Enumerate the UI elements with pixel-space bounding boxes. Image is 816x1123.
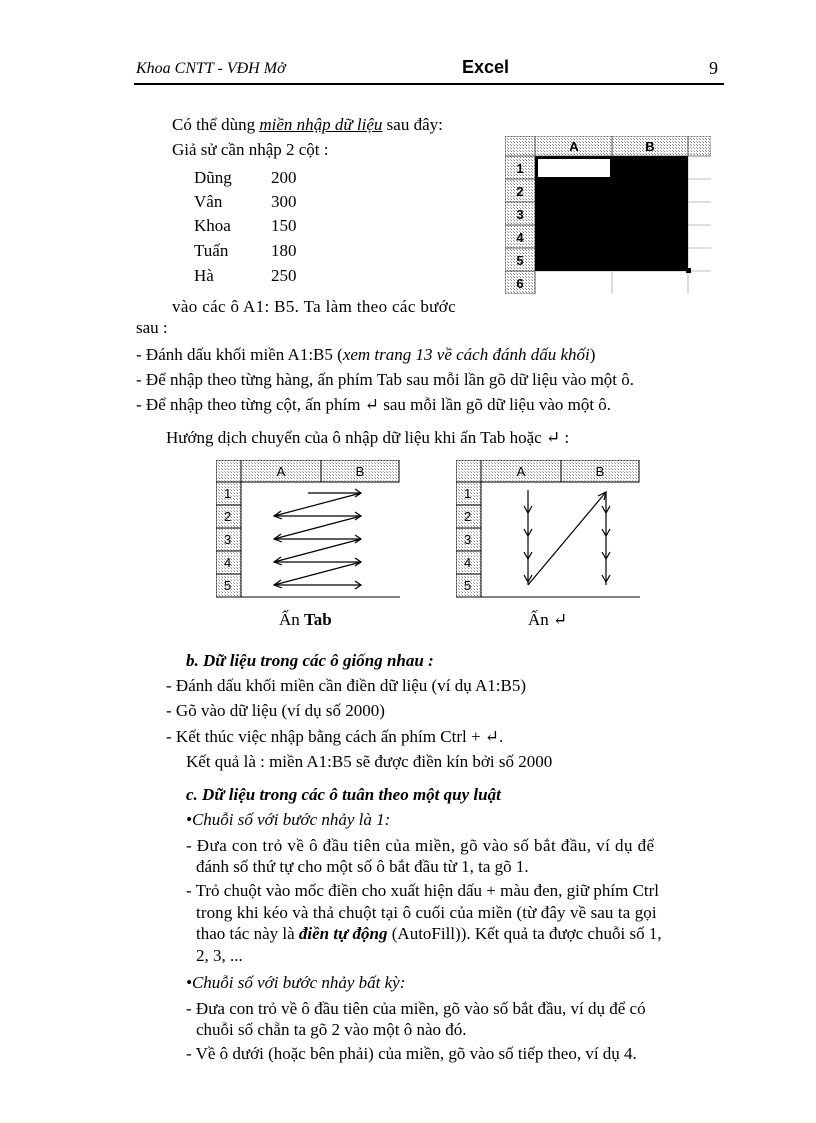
- entry-value: 250: [271, 266, 297, 285]
- step-2: - Để nhập theo từng hàng, ấn phím Tab sau mỗi lần gõ dữ liệu vào một ô.: [136, 370, 635, 389]
- b1-line-2: đánh số thứ tự cho một số ô bắt đầu từ 1, ta gõ 1.: [196, 857, 529, 876]
- header-left: Khoa CNTT - VĐH Mở: [136, 60, 286, 77]
- entry-value: 300: [271, 192, 297, 211]
- b2-line-2: chuỗi số chẵn ta gõ 2 vào một ô nào đó.: [196, 1020, 467, 1039]
- direction-text: Hướng dịch chuyển của ô nhập dữ liệu khi ấn Tab hoặc ↵ :: [166, 428, 570, 447]
- diagram-row-2: 2: [464, 509, 472, 524]
- diagram-row-1: 1: [224, 486, 232, 501]
- diagram-row-4: 4: [224, 555, 232, 570]
- diagram-row-3: 3: [224, 532, 232, 547]
- entry-value: 180: [271, 241, 297, 260]
- section-b-title: b. Dữ liệu trong các ô giống nhau :: [186, 651, 434, 670]
- b1-line-6: 2, 3, ...: [196, 946, 243, 965]
- entry-name: Vân: [194, 192, 223, 211]
- section-b-item-2: - Gõ vào dữ liệu (ví dụ số 2000): [166, 701, 385, 720]
- diagram-row-4: 4: [464, 555, 472, 570]
- b1-line-4: trong khi kéo và thả chuột tại ô cuối của miền (từ đây về sau ta gọi: [196, 903, 657, 922]
- diagram-col-a: A: [516, 464, 526, 479]
- section-b-item-3: - Kết thúc việc nhập bằng cách ấn phím Ctrl + ↵.: [166, 727, 504, 746]
- column-header-bar: [505, 136, 711, 156]
- corner-cell: [505, 136, 535, 156]
- step-1: - Đánh dấu khối miền A1:B5 (xem trang 13 về cách đánh dấu khối): [136, 345, 596, 364]
- tab-zigzag-arrows: [274, 489, 361, 589]
- intro-line-1: Có thể dùng miền nhập dữ liệu sau đây:: [172, 115, 443, 134]
- diagram-row-5: 5: [464, 578, 472, 593]
- diagram-col-a: A: [276, 464, 286, 479]
- row-header-3: 3: [516, 207, 524, 222]
- column-a-header: A: [569, 139, 579, 154]
- diagram-row-3: 3: [464, 532, 472, 547]
- diagram-col-b: B: [355, 464, 365, 479]
- row-header-4: 4: [516, 230, 524, 245]
- bullet-step-1: •Chuỗi số với bước nhảy là 1:: [186, 810, 391, 829]
- diagram-row-2: 2: [224, 509, 232, 524]
- page-number: 9: [709, 58, 718, 78]
- active-cell: [538, 159, 610, 177]
- entry-value: 200: [271, 168, 297, 187]
- diagram-row-1: 1: [464, 486, 472, 501]
- entry-name: Hà: [194, 266, 214, 285]
- b1-line-3: - Trỏ chuột vào mốc điền cho xuất hiện dấu + màu đen, giữ phím Ctrl: [186, 881, 660, 900]
- section-b-result: Kết quả là : miền A1:B5 sẽ được điền kín bởi số 2000: [186, 752, 553, 771]
- step-3: - Để nhập theo từng cột, ấn phím ↵ sau mỗi lần gõ dữ liệu vào một ô.: [136, 395, 612, 414]
- diagram-column-header: [216, 460, 399, 482]
- tab-direction-diagram: [216, 460, 400, 600]
- b1-line-1: - Đưa con trỏ về ô đầu tiên của miền, gõ vào số bắt đầu, ví dụ để: [186, 836, 655, 855]
- para1-line-2: sau :: [136, 318, 168, 337]
- fill-handle: [686, 268, 691, 273]
- b1-line-5: thao tác này là điền tự động (AutoFill)). Kết quả ta được chuỗi số 1,: [196, 924, 662, 943]
- row-header-6: 6: [516, 276, 524, 291]
- row-header-1: 1: [516, 161, 524, 176]
- entry-name: Tuấn: [194, 241, 229, 260]
- header-title: Excel: [462, 57, 510, 77]
- row-header-5: 5: [516, 253, 524, 268]
- caption-enter: Ấn ↵: [528, 610, 568, 629]
- header-divider: [134, 83, 724, 85]
- entry-name: Dũng: [194, 168, 232, 187]
- diagram-row-5: 5: [224, 578, 232, 593]
- column-b-header: B: [645, 139, 655, 154]
- diagram-col-b: B: [595, 464, 605, 479]
- b2-line-3: - Về ô dưới (hoặc bên phải) của miền, gõ vào số tiếp theo, ví dụ 4.: [186, 1044, 637, 1063]
- caption-tab: Ấn Tab: [279, 610, 332, 629]
- diagram-column-header: [456, 460, 639, 482]
- section-c-title: c. Dữ liệu trong các ô tuân theo một quy luật: [186, 785, 501, 804]
- enter-column-arrows: [524, 490, 610, 585]
- spreadsheet-selection-image: [505, 136, 711, 294]
- enter-direction-diagram: [456, 460, 640, 600]
- entry-name: Khoa: [194, 216, 231, 235]
- row-header-2: 2: [516, 184, 524, 199]
- entry-value: 150: [271, 216, 297, 235]
- section-b-item-1: - Đánh dấu khối miền cần điền dữ liệu (ví dụ A1:B5): [166, 676, 527, 695]
- b2-line-1: - Đưa con trỏ về ô đầu tiên của miền, gõ vào số bắt đầu, ví dụ để có: [186, 999, 646, 1018]
- bullet-step-any: •Chuỗi số với bước nhảy bất kỳ:: [186, 973, 406, 992]
- intro-line-2: Giả sử cần nhập 2 cột :: [172, 140, 329, 159]
- para1-line-1: vào các ô A1: B5. Ta làm theo các bước: [172, 297, 456, 316]
